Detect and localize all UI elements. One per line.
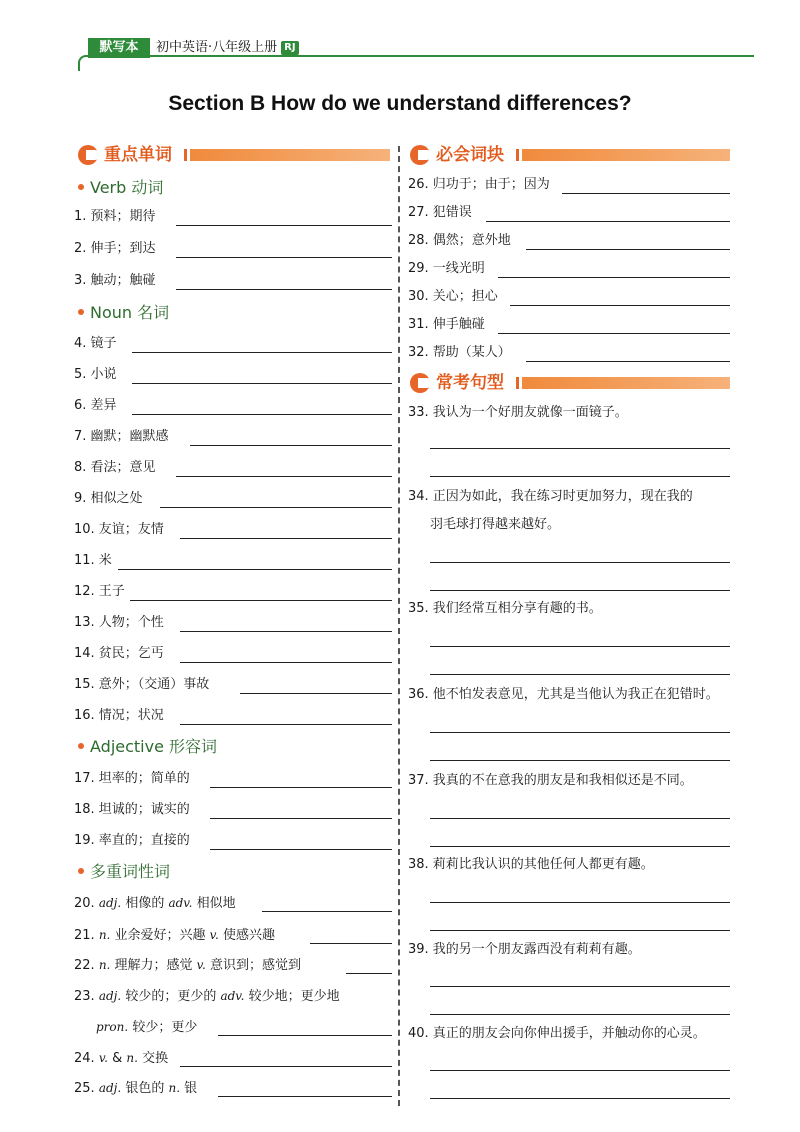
word-item: 5. 小说 [74,367,117,382]
key-words-title: 重点单词 [104,145,172,165]
header-rule [150,55,754,57]
item-number: 21. [74,928,95,943]
answer-line[interactable] [430,760,730,761]
answer-blank[interactable] [526,361,730,362]
word-item: 2. 伸手；到达 [74,241,156,256]
word-item: 4. 镜子 [74,336,117,351]
answer-blank[interactable] [176,257,392,258]
answer-line[interactable] [430,590,730,591]
sentence-item: 40. 真正的朋友会向你伸出援手，并触动你的心灵。 [408,1026,706,1041]
item-meaning: 理解力；感觉 [110,958,197,973]
answer-blank[interactable] [498,333,730,334]
answer-blank[interactable] [132,352,392,353]
answer-blank[interactable] [218,1035,392,1036]
item-number: 23. [74,989,95,1004]
word-item: 16. 情况；状况 [74,708,164,723]
pos-abbr: adj. [98,1081,122,1095]
header-badge: 默写本 [88,38,150,58]
bullet-dot [78,309,84,315]
answer-blank[interactable] [498,277,730,278]
word-item [74,894,236,913]
page-title: Section B How do we understand differences? [168,92,632,115]
answer-line[interactable] [430,1098,730,1099]
word-item: 17. 坦率的；简单的 [74,771,190,786]
answer-blank[interactable] [176,225,392,226]
word-item [74,1049,168,1068]
answer-line[interactable] [430,732,730,733]
sentence-item: 36. 他不怕发表意见，尤其是当他认为我正在犯错时。 [408,687,719,702]
answer-blank[interactable] [510,305,730,306]
multi-pos-subheader [78,862,170,882]
word-item: 3. 触动；触碰 [74,273,156,288]
verb-label: Verb 动词 [90,178,164,197]
bullet-dot [78,868,84,874]
bullet-dot [78,743,84,749]
answer-blank[interactable] [190,445,392,446]
pos-abbr: n. [126,1051,138,1065]
answer-blank[interactable] [210,818,392,819]
adjective-label: Adjective 形容词 [90,737,218,756]
word-item: 9. 相似之处 [74,491,143,506]
noun-label: Noun 名词 [90,303,170,322]
pos-abbr: adv. [168,896,193,910]
word-item: 1. 预料；期待 [74,209,156,224]
verb-subheader [78,178,163,198]
noun-subheader [78,303,169,323]
word-item: 13. 人物；个性 [74,615,164,630]
pos-abbr: adj. [98,989,122,1003]
answer-blank[interactable] [310,943,392,944]
edition-badge: RJ [281,41,298,55]
item-number: 24. [74,1051,95,1066]
item-meaning: 业余爱好；兴趣 [110,928,210,943]
pos-abbr: pron. [96,1020,129,1034]
pos-abbr: adj. [98,896,122,910]
chunk-item: 31. 伸手触碰 [408,317,485,332]
answer-line[interactable] [430,448,730,449]
chunk-item: 30. 关心；担心 [408,289,498,304]
word-item: 7. 幽默；幽默感 [74,429,169,444]
answer-blank[interactable] [346,973,392,974]
chunk-item: 32. 帮助（某人） [408,345,511,360]
item-meaning: 使感兴趣 [218,928,275,943]
chunk-item: 27. 犯错误 [408,205,472,220]
answer-blank[interactable] [210,849,392,850]
chunks-header [410,144,730,166]
section-icon [78,145,98,165]
answer-blank[interactable] [180,662,392,663]
answer-blank[interactable] [132,383,392,384]
answer-line[interactable] [430,476,730,477]
sentence-item: 35. 我们经常互相分享有趣的书。 [408,601,602,616]
adjective-subheader [78,737,217,757]
answer-blank[interactable] [130,600,392,601]
word-item: 15. 意外；（交通）事故 [74,677,210,692]
word-item-continued [96,1018,197,1037]
sentence-item: 38. 莉莉比我认识的其他任何人都更有趣。 [408,857,654,872]
answer-blank[interactable] [526,249,730,250]
book-name: 初中英语·八年级上册 [156,40,278,55]
answer-line[interactable] [430,562,730,563]
answer-blank[interactable] [180,538,392,539]
word-item: 11. 米 [74,553,112,568]
answer-blank[interactable] [176,289,392,290]
answer-blank[interactable] [262,911,392,912]
pos-abbr: v. [98,1051,108,1065]
chunk-item: 28. 偶然；意外地 [408,233,511,248]
item-meaning: 银色的 [121,1081,169,1096]
item-meaning: 银 [180,1081,198,1096]
pos-abbr: n. [98,928,111,942]
sentence-item-continued: 羽毛球打得越来越好。 [430,517,561,532]
answer-blank[interactable] [180,1066,392,1067]
pos-abbr: n. [168,1081,181,1095]
answer-line[interactable] [430,818,730,819]
item-number: 22. [74,958,95,973]
answer-line[interactable] [430,1014,730,1015]
column-divider [398,146,400,1106]
item-meaning: 较少；更少 [128,1020,198,1035]
answer-blank[interactable] [180,724,392,725]
answer-line[interactable] [430,986,730,987]
answer-blank[interactable] [132,414,392,415]
chunks-title: 必会词块 [436,145,504,165]
item-meaning: 相像的 [121,896,169,911]
answer-blank[interactable] [562,193,730,194]
word-item: 6. 差异 [74,398,117,413]
answer-line[interactable] [430,930,730,931]
answer-blank[interactable] [210,787,392,788]
sentence-item: 34. 正因为如此，我在练习时更加努力，现在我的 [408,489,693,504]
item-meaning: & [108,1051,127,1066]
section-icon [410,145,430,165]
multi-pos-label: 多重词性词 [90,862,171,881]
word-item: 18. 坦诚的；诚实的 [74,802,190,817]
sentences-title: 常考句型 [436,373,504,393]
item-meaning: 较少地；更少地 [244,989,340,1004]
answer-blank[interactable] [176,476,392,477]
item-meaning: 较少的；更少的 [121,989,221,1004]
answer-line[interactable] [430,674,730,675]
pos-abbr: v. [209,928,219,942]
key-words-header [78,144,392,166]
sentence-item: 39. 我的另一个朋友露西没有莉莉有趣。 [408,942,641,957]
answer-blank[interactable] [240,693,392,694]
pos-abbr: adv. [220,989,245,1003]
word-item: 14. 贫民；乞丐 [74,646,164,661]
item-number: 25. [74,1081,95,1096]
section-bar [190,149,390,161]
answer-line[interactable] [430,1070,730,1071]
sentence-item: 37. 我真的不在意我的朋友是和我相似还是不同。 [408,773,693,788]
sentences-header [410,372,730,394]
bullet-dot [78,184,84,190]
section-icon [410,373,430,393]
answer-line[interactable] [430,846,730,847]
answer-blank[interactable] [218,1096,392,1097]
chunk-item: 26. 归功于；由于；因为 [408,177,550,192]
word-item: 12. 王子 [74,584,125,599]
item-meaning: 意识到；感觉到 [205,958,301,973]
pos-abbr: v. [196,958,206,972]
word-item: 19. 率直的；直接的 [74,833,190,848]
section-bar [522,149,730,161]
answer-blank[interactable] [118,569,392,570]
pos-abbr: n. [98,958,111,972]
word-item [74,1079,197,1098]
item-meaning: 相似地 [192,896,236,911]
answer-blank[interactable] [160,507,392,508]
answer-line[interactable] [430,646,730,647]
word-item: 10. 友谊；友情 [74,522,164,537]
word-item [74,926,275,945]
word-item [74,987,340,1006]
chunk-item: 29. 一线光明 [408,261,485,276]
sentence-item: 33. 我认为一个好朋友就像一面镜子。 [408,405,628,420]
item-meaning: 交换 [137,1051,169,1066]
word-item [74,956,301,975]
answer-line[interactable] [430,902,730,903]
answer-blank[interactable] [180,631,392,632]
item-number: 20. [74,896,95,911]
answer-blank[interactable] [486,221,730,222]
word-item: 8. 看法；意见 [74,460,156,475]
section-bar [522,377,730,389]
